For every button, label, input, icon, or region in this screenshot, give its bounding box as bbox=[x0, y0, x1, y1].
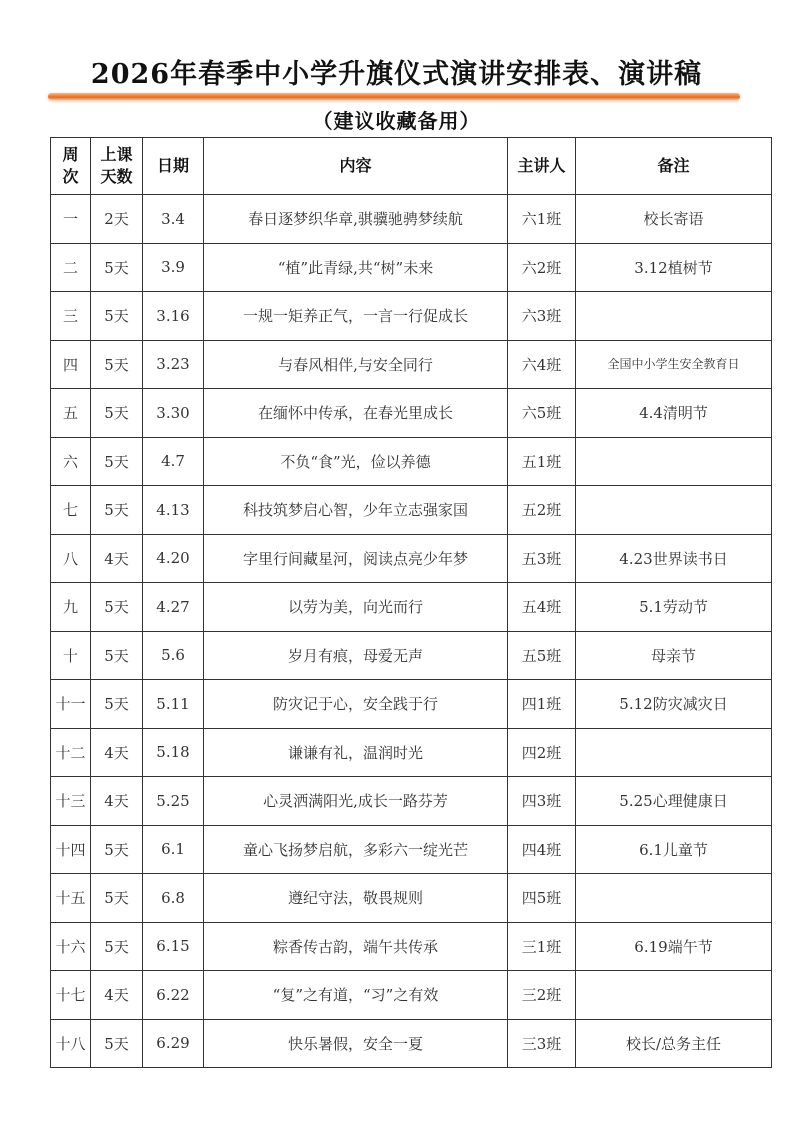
cell-week: 七 bbox=[51, 486, 91, 535]
cell-content: 岁月有痕，母爱无声 bbox=[204, 631, 508, 680]
cell-days: 5天 bbox=[91, 874, 143, 923]
cell-content: 粽香传古韵，端午共传承 bbox=[204, 922, 508, 971]
cell-week: 六 bbox=[51, 437, 91, 486]
table-row bbox=[51, 1019, 772, 1068]
cell-week: 九 bbox=[51, 583, 91, 632]
header-remark: 备注 bbox=[576, 138, 772, 195]
table-row bbox=[51, 631, 772, 680]
cell-speaker: 六3班 bbox=[508, 292, 576, 341]
cell-remark bbox=[576, 486, 772, 535]
cell-speaker: 五3班 bbox=[508, 534, 576, 583]
cell-week: 一 bbox=[51, 195, 91, 244]
cell-days: 4天 bbox=[91, 728, 143, 777]
cell-remark bbox=[576, 971, 772, 1020]
cell-week: 十四 bbox=[51, 825, 91, 874]
cell-date: 4.20 bbox=[143, 534, 204, 583]
cell-days: 5天 bbox=[91, 631, 143, 680]
table-row bbox=[51, 825, 772, 874]
header-date: 日期 bbox=[143, 138, 204, 195]
cell-week: 十六 bbox=[51, 922, 91, 971]
table-row bbox=[51, 874, 772, 923]
cell-date: 5.6 bbox=[143, 631, 204, 680]
cell-content: 谦谦有礼，温润时光 bbox=[204, 728, 508, 777]
cell-remark bbox=[576, 292, 772, 341]
document-title: 2026年春季中小学升旗仪式演讲安排表、演讲稿 bbox=[90, 59, 703, 90]
cell-content: 遵纪守法，敬畏规则 bbox=[204, 874, 508, 923]
cell-date: 6.1 bbox=[143, 825, 204, 874]
cell-week: 十 bbox=[51, 631, 91, 680]
cell-speaker: 五1班 bbox=[508, 437, 576, 486]
cell-week: 五 bbox=[51, 389, 91, 438]
cell-speaker: 五2班 bbox=[508, 486, 576, 535]
cell-speaker: 四4班 bbox=[508, 825, 576, 874]
header-days-line2: 天数 bbox=[100, 167, 133, 186]
cell-remark: 4.23世界读书日 bbox=[576, 534, 772, 583]
cell-date: 4.7 bbox=[143, 437, 204, 486]
cell-content: 与春风相伴,与安全同行 bbox=[204, 340, 508, 389]
cell-week: 十五 bbox=[51, 874, 91, 923]
table-header-row bbox=[51, 138, 772, 195]
cell-days: 5天 bbox=[91, 825, 143, 874]
cell-week: 十八 bbox=[51, 1019, 91, 1068]
cell-date: 6.8 bbox=[143, 874, 204, 923]
cell-week: 二 bbox=[51, 243, 91, 292]
cell-week: 四 bbox=[51, 340, 91, 389]
cell-week: 三 bbox=[51, 292, 91, 341]
document-subtitle: （建议收藏备用） bbox=[312, 109, 481, 133]
table-row bbox=[51, 971, 772, 1020]
cell-remark bbox=[576, 728, 772, 777]
cell-week: 十三 bbox=[51, 777, 91, 826]
table-row bbox=[51, 437, 772, 486]
cell-remark: 5.25心理健康日 bbox=[576, 777, 772, 826]
table-row bbox=[51, 777, 772, 826]
cell-content: 一规一矩养正气，一言一行促成长 bbox=[204, 292, 508, 341]
cell-days: 4天 bbox=[91, 534, 143, 583]
table-row bbox=[51, 728, 772, 777]
table-row bbox=[51, 922, 772, 971]
cell-speaker: 六2班 bbox=[508, 243, 576, 292]
cell-remark: 6.19端午节 bbox=[576, 922, 772, 971]
cell-week: 十二 bbox=[51, 728, 91, 777]
cell-date: 5.25 bbox=[143, 777, 204, 826]
cell-content: “复”之有道，“习”之有效 bbox=[204, 971, 508, 1020]
cell-days: 5天 bbox=[91, 486, 143, 535]
cell-speaker: 三2班 bbox=[508, 971, 576, 1020]
cell-days: 5天 bbox=[91, 922, 143, 971]
cell-content: 字里行间藏星河，阅读点亮少年梦 bbox=[204, 534, 508, 583]
cell-remark: 4.4清明节 bbox=[576, 389, 772, 438]
cell-content: 在缅怀中传承，在春光里成长 bbox=[204, 389, 508, 438]
table-row bbox=[51, 486, 772, 535]
table-row bbox=[51, 389, 772, 438]
cell-speaker: 四1班 bbox=[508, 680, 576, 729]
cell-content: “植”此青绿,共“树”未来 bbox=[204, 243, 508, 292]
cell-date: 5.11 bbox=[143, 680, 204, 729]
cell-speaker: 五4班 bbox=[508, 583, 576, 632]
cell-content: 科技筑梦启心智，少年立志强家国 bbox=[204, 486, 508, 535]
cell-remark: 6.1儿童节 bbox=[576, 825, 772, 874]
cell-speaker: 六1班 bbox=[508, 195, 576, 244]
cell-remark: 校长/总务主任 bbox=[576, 1019, 772, 1068]
cell-content: 心灵洒满阳光,成长一路芬芳 bbox=[204, 777, 508, 826]
header-week bbox=[51, 138, 91, 195]
cell-week: 八 bbox=[51, 534, 91, 583]
header-speaker: 主讲人 bbox=[508, 138, 576, 195]
cell-week: 十一 bbox=[51, 680, 91, 729]
cell-date: 6.22 bbox=[143, 971, 204, 1020]
cell-date: 5.18 bbox=[143, 728, 204, 777]
cell-days: 5天 bbox=[91, 340, 143, 389]
cell-date: 4.27 bbox=[143, 583, 204, 632]
cell-remark: 3.12植树节 bbox=[576, 243, 772, 292]
cell-days: 5天 bbox=[91, 680, 143, 729]
cell-date: 6.29 bbox=[143, 1019, 204, 1068]
table-row bbox=[51, 243, 772, 292]
cell-remark bbox=[576, 437, 772, 486]
cell-date: 3.9 bbox=[143, 243, 204, 292]
cell-date: 3.23 bbox=[143, 340, 204, 389]
cell-content: 童心飞扬梦启航，多彩六一绽光芒 bbox=[204, 825, 508, 874]
cell-remark: 5.12防灾减灾日 bbox=[576, 680, 772, 729]
cell-speaker: 六4班 bbox=[508, 340, 576, 389]
cell-speaker: 五5班 bbox=[508, 631, 576, 680]
cell-content: 防灾记于心，安全践于行 bbox=[204, 680, 508, 729]
cell-speaker: 四2班 bbox=[508, 728, 576, 777]
cell-days: 4天 bbox=[91, 971, 143, 1020]
table-row bbox=[51, 680, 772, 729]
cell-remark: 母亲节 bbox=[576, 631, 772, 680]
header-days-line1: 上课 bbox=[100, 145, 133, 164]
cell-remark: 5.1劳动节 bbox=[576, 583, 772, 632]
cell-week: 十七 bbox=[51, 971, 91, 1020]
cell-days: 5天 bbox=[91, 1019, 143, 1068]
cell-days: 5天 bbox=[91, 243, 143, 292]
cell-days: 2天 bbox=[91, 195, 143, 244]
header-week-line2: 次 bbox=[62, 167, 79, 186]
schedule-table bbox=[50, 137, 772, 1068]
cell-days: 5天 bbox=[91, 292, 143, 341]
cell-days: 4天 bbox=[91, 777, 143, 826]
table-row bbox=[51, 534, 772, 583]
title-underline-decoration bbox=[48, 93, 740, 100]
cell-content: 以劳为美，向光而行 bbox=[204, 583, 508, 632]
cell-content: 春日逐梦织华章,骐骥驰骋梦续航 bbox=[204, 195, 508, 244]
table-row bbox=[51, 195, 772, 244]
cell-days: 5天 bbox=[91, 583, 143, 632]
cell-content: 快乐暑假，安全一夏 bbox=[204, 1019, 508, 1068]
cell-days: 5天 bbox=[91, 389, 143, 438]
cell-speaker: 六5班 bbox=[508, 389, 576, 438]
cell-speaker: 三3班 bbox=[508, 1019, 576, 1068]
cell-date: 6.15 bbox=[143, 922, 204, 971]
header-days bbox=[91, 138, 143, 195]
cell-date: 4.13 bbox=[143, 486, 204, 535]
header-content: 内容 bbox=[204, 138, 508, 195]
cell-speaker: 四5班 bbox=[508, 874, 576, 923]
cell-speaker: 三1班 bbox=[508, 922, 576, 971]
table-row bbox=[51, 340, 772, 389]
header-week-line1: 周 bbox=[62, 145, 79, 164]
cell-date: 3.16 bbox=[143, 292, 204, 341]
cell-content: 不负“食”光，俭以养德 bbox=[204, 437, 508, 486]
cell-days: 5天 bbox=[91, 437, 143, 486]
cell-remark: 校长寄语 bbox=[576, 195, 772, 244]
cell-remark bbox=[576, 874, 772, 923]
table-row bbox=[51, 292, 772, 341]
cell-date: 3.30 bbox=[143, 389, 204, 438]
table-row bbox=[51, 583, 772, 632]
cell-remark: 全国中小学生安全教育日 bbox=[576, 340, 772, 389]
cell-speaker: 四3班 bbox=[508, 777, 576, 826]
table-body bbox=[51, 195, 772, 1068]
cell-date: 3.4 bbox=[143, 195, 204, 244]
